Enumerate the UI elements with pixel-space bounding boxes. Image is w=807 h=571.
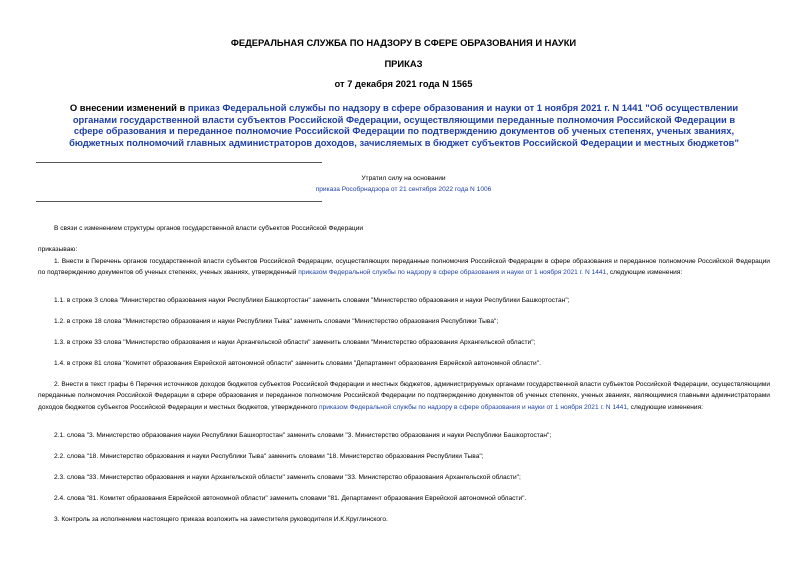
paragraph-1-tail: , следующие изменения:: [606, 269, 683, 277]
title-prefix: О внесении изменений в: [69, 102, 188, 113]
paragraph-2-tail: , следующие изменения:: [627, 403, 703, 411]
paragraph-2-link[interactable]: приказом Федеральной службы по надзору в сфере образования и науки от 1 ноября 2021 г. N 1441: [319, 403, 628, 411]
item-2-1: 2.1. слова "3. Министерство образования науки Республики Башкортостан" заменить словами "3. Министерство образования и науки Республики Башкортостан";: [54, 432, 552, 439]
agency-name: ФЕДЕРАЛЬНАЯ СЛУЖБА ПО НАДЗОРУ В СФЕРЕ ОБРАЗОВАНИЯ И НАУКИ: [230, 37, 577, 48]
paragraph-2: [38, 379, 770, 413]
title-link-order-1441[interactable]: приказ Федеральной службы по надзору в сфере образования и науки от 1 ноября 2021 г. N 1441 "Об осуществлении органами государственной власти субъектов Российской Федерации, осуществляющими переданные полномочия Российской Федерации в сфере образования и переданное полномочие Российской Федерации по подтверждению документов об ученых степенях, ученых званиях, бюджетных полномочий главных администраторов доходов, зачисляемых в бюджет субъектов Российской Федерации и местных бюджетов": [69, 102, 739, 148]
intro-paragraph: В связи с изменением структуры органов государственной власти субъектов Российской Федерации: [54, 225, 364, 232]
item-1-3: 1.3. в строке 33 слова "Министерство образования и науки Архангельской области" заменить словами "Министерство образования Архангельской области";: [54, 339, 536, 346]
paragraph-1: [38, 256, 770, 279]
item-1-2: 1.2. в строке 18 слова "Министерство образования и науки Республики Тыва" заменить словами "Министерство образования Республики Тыва";: [54, 318, 499, 325]
item-2-2: 2.2. слова "18. Министерство образования и науки Республики Тыва" заменить словами "18. Министерство образования Республики Тыва";: [54, 453, 484, 460]
top-divider: [36, 162, 322, 163]
item-2-4: 2.4. слова "81. Комитет образования Еврейской автономной области" заменить словами "81. Департамент образования Еврейской автономной области".: [54, 495, 527, 502]
document-title: [62, 102, 746, 148]
paragraph-2-text: 2. Внести в текст графы 6 Перечня источников доходов бюджетов субъектов Российской Федерации и местных бюджетов, администрируемых органами государственной власти субъектов Российской Федерации, осуществляющими переданные полномочия Российской Федерации в сфере образования и переданное полномочие Российской Федерации по подтверждению документов об ученых степенях, ученых званиях, являющимися главными администраторами доходов бюджетов субъектов Российской Федерации и местных бюджетов, утвержденного: [38, 381, 770, 411]
item-1-4: 1.4. в строке 81 слова "Комитет образования Еврейской автономной области" заменить словами "Департамент образования Еврейской автономной области".: [54, 360, 541, 367]
order-word: приказываю:: [38, 246, 78, 253]
status-note: Утратил силу на основании: [361, 175, 446, 182]
document-date-number: от 7 декабря 2021 года N 1565: [334, 78, 473, 89]
paragraph-1-link[interactable]: приказом Федеральной службы по надзору в сфере образования и науки от 1 ноября 2021 г. N 1441: [298, 269, 607, 277]
status-note-link-line: [0, 186, 807, 193]
bottom-divider: [36, 201, 322, 202]
item-1-1: 1.1. в строке 3 слова "Министерство образования науки Республики Башкортостан" заменить словами "Министерство образования и науки Республики Башкортостан";: [54, 297, 570, 304]
paragraph-3: 3. Контроль за исполнением настоящего приказа возложить на заместителя руководителя И.К.Круглинского.: [54, 516, 388, 523]
item-2-3: 2.3. слова "33. Министерство образования и науки Архангельской области" заменить словами "33. Министерство образования Архангельской области";: [54, 474, 521, 481]
paragraph-1-text: 1. Внести в Перечень органов государственной власти субъектов Российской Федерации, осуществляющих переданные полномочия Российской Федерации в сфере образования и переданное полномочие Российской Федерации по подтверждению документов об ученых степенях, ученых званиях, утвержденный: [38, 258, 770, 277]
document-type: ПРИКАЗ: [384, 58, 423, 69]
status-link-order-1006[interactable]: приказа Рособрнадзора от 21 сентября 2022 года N 1006: [315, 186, 492, 193]
